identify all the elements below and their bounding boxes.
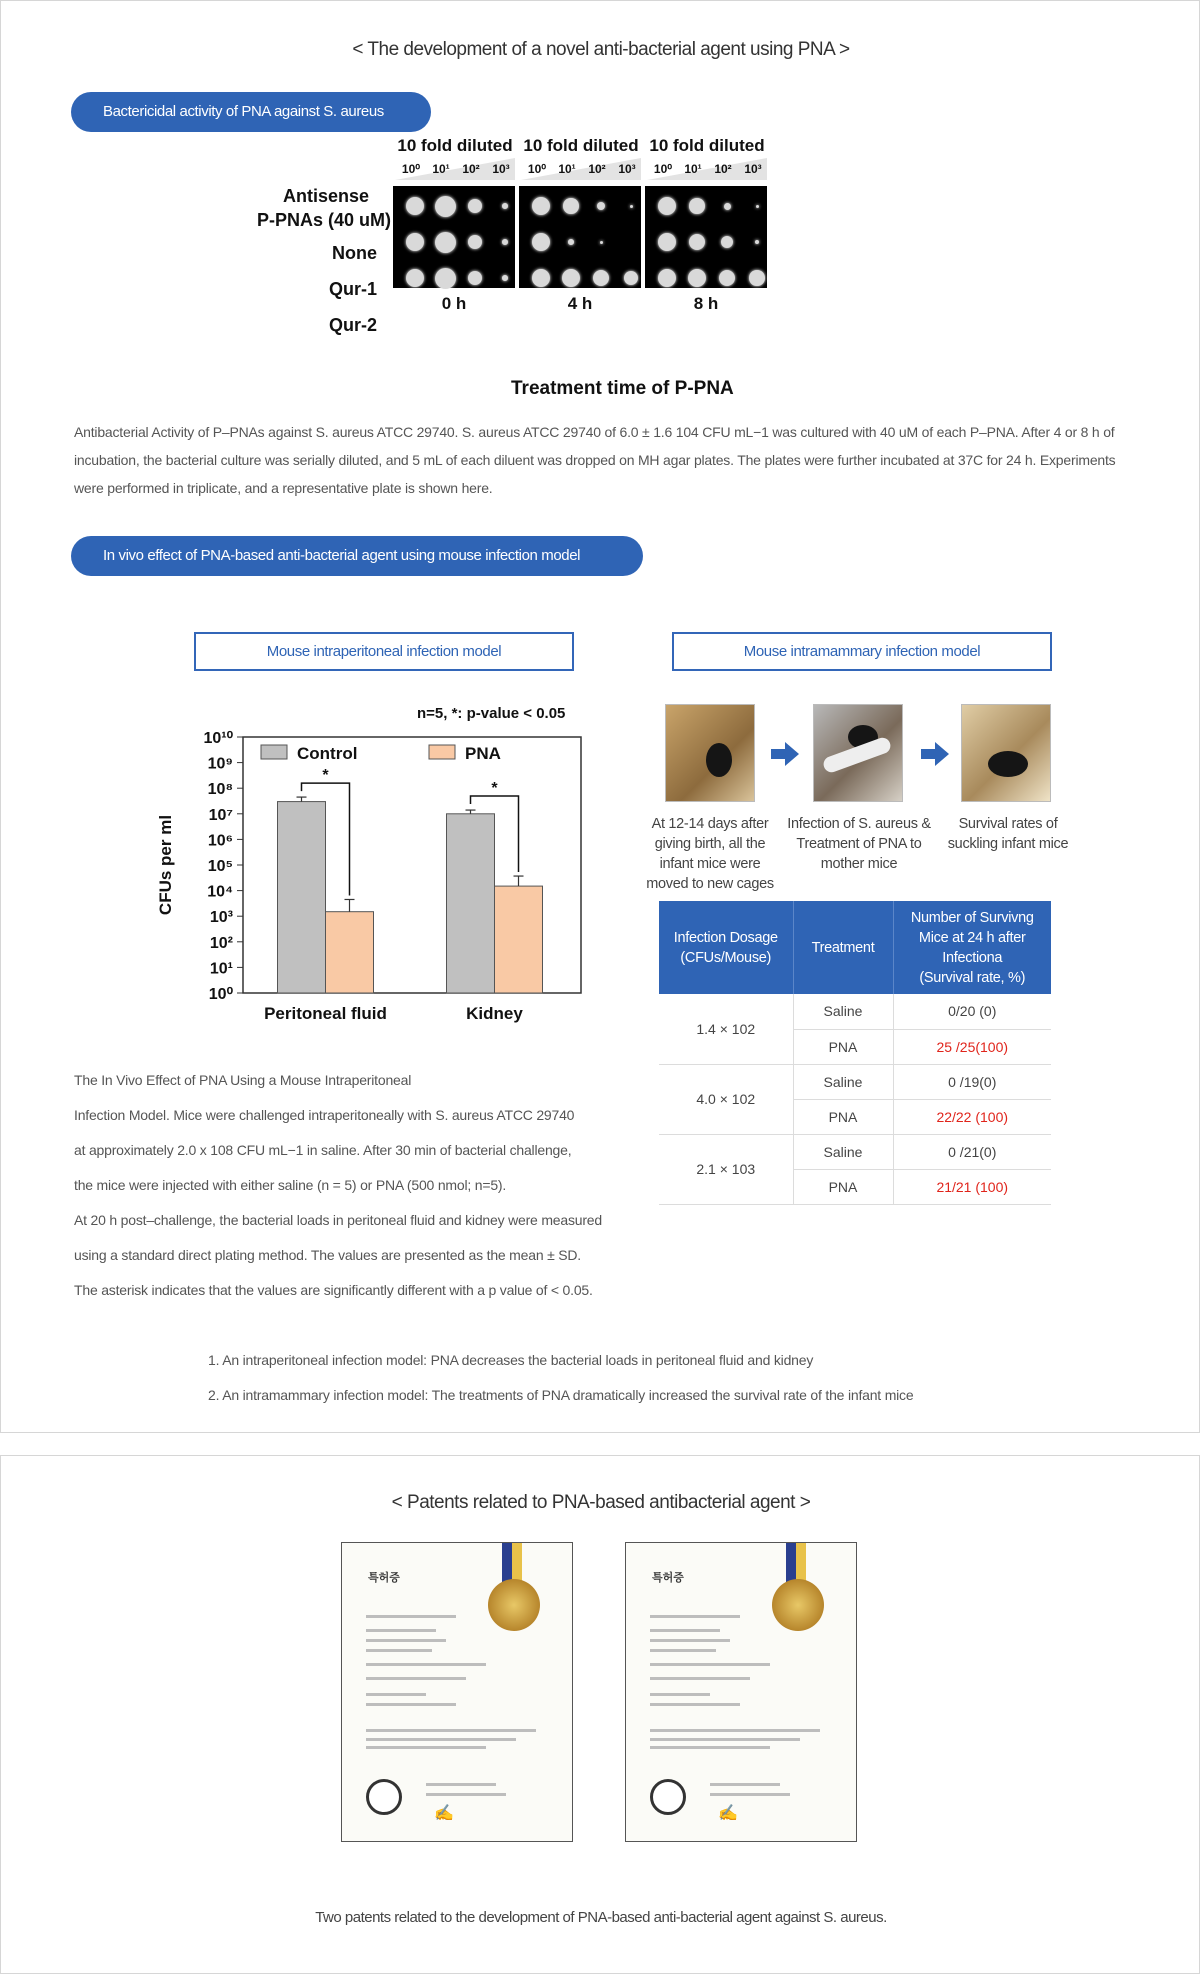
colony-spot xyxy=(593,270,610,287)
patent-certificate-1 xyxy=(341,1542,573,1842)
vivo-line-6: using a standard direct plating method. The values are presented as the mean ± SD. xyxy=(74,1247,582,1263)
dilution-label: 10⁰ xyxy=(401,162,421,176)
group-header-1: 10 fold diluted xyxy=(523,136,639,155)
survival-cell: 22/22 (100) xyxy=(893,1099,1051,1134)
plate-description: Antibacterial Activity of P–PNAs against S. aureus ATCC 29740. S. aureus ATCC 29740 of 6.0 ± 1.6 104 CFU mL−1 was cultured with 40 uM of each P–PNA. After 4 or 8 h of incubation, the bacterial culture was serially diluted, and 5 mL of each diluent was dropped on MH agar plates. The plates were further incubated at 37C for 24 h. Experiments were performed in triplicate, and a representative plate is shown here. xyxy=(74,424,1116,496)
colony-spot xyxy=(502,203,508,209)
table-row xyxy=(659,1064,1051,1099)
colony-spot xyxy=(502,275,508,281)
survival-cell: 21/21 (100) xyxy=(893,1169,1051,1204)
signature-icon: ✍ xyxy=(434,1803,454,1822)
vivo-line-1: The In Vivo Effect of PNA Using a Mouse Intraperitoneal xyxy=(74,1072,412,1088)
colony-spot xyxy=(721,236,734,249)
dilution-label: 10⁰ xyxy=(527,162,547,176)
row-label-qur1: Qur-1 xyxy=(328,279,377,299)
legend-swatch xyxy=(261,745,287,759)
dilution-label: 10² xyxy=(588,162,606,176)
group-header-2: 10 fold diluted xyxy=(649,136,765,155)
dilution-label: 10² xyxy=(714,162,732,176)
vivo-line-3: at approximately 2.0 x 108 CFU mL−1 in saline. After 30 min of bacterial challenge, xyxy=(74,1142,572,1158)
step-caption-2: Infection of S. aureus & Treatment of PNA to mother mice xyxy=(787,816,931,872)
row-header-2: P-PNAs (40 uM) xyxy=(256,210,391,230)
colony-spot xyxy=(532,269,550,287)
dilution-label: 10¹ xyxy=(432,162,450,176)
colony-spot xyxy=(756,205,759,208)
dilution-label: 10³ xyxy=(492,162,510,176)
colony-spot xyxy=(689,198,704,213)
intraperitoneal-model-box: Mouse intraperitoneal infection model xyxy=(194,632,574,671)
conclusion-1: 1. An intraperitoneal infection model: PNA decreases the bacterial loads in peritoneal fluid and kidney xyxy=(208,1352,814,1368)
arrow-right-icon xyxy=(921,742,949,766)
y-tick-label: 10¹ xyxy=(209,960,233,978)
dilution-label: 10² xyxy=(462,162,480,176)
row-header-1: Antisense xyxy=(282,186,370,206)
th-survival: Number of Survivng Mice at 24 h after Infectiona (Survival rate, %) xyxy=(893,901,1051,994)
patent-office-emblem-icon xyxy=(650,1779,686,1815)
patent-office-emblem-icon xyxy=(366,1779,402,1815)
y-tick-label: 10⁸ xyxy=(207,781,233,799)
y-tick-label: 10⁵ xyxy=(207,858,233,875)
colony-spot xyxy=(630,205,633,208)
bar-pna xyxy=(495,886,543,993)
colony-spot xyxy=(689,234,706,251)
treatment-cell: PNA xyxy=(793,1099,893,1134)
group-header-0: 10 fold diluted xyxy=(397,136,513,155)
dilution-label: 10⁰ xyxy=(653,162,673,176)
treatment-cell: Saline xyxy=(793,994,893,1029)
treatment-cell: Saline xyxy=(793,1134,893,1169)
agar-plate xyxy=(519,186,641,288)
mouse-injection-photo xyxy=(813,704,903,802)
th-dosage: Infection Dosage (CFUs/Mouse) xyxy=(659,901,793,994)
colony-spot xyxy=(719,270,736,287)
step-caption-1: At 12-14 days after giving birth, all the infant mice were moved to new cages xyxy=(646,816,774,892)
colony-spot xyxy=(749,270,764,285)
colony-spot xyxy=(435,232,456,253)
gold-seal-icon xyxy=(772,1579,824,1631)
colony-spot xyxy=(468,271,482,285)
conclusion-2: 2. An intramammary infection model: The treatments of PNA dramatically increased the survival rate of the infant mice xyxy=(208,1387,914,1403)
table-row xyxy=(659,994,1051,1029)
bar-control xyxy=(447,814,495,993)
time-label: 8 h xyxy=(693,294,719,313)
dilution-label: 10¹ xyxy=(558,162,576,176)
patent-heading: 특허증 xyxy=(652,1572,684,1584)
plate-x-title: Treatment time of P-PNA xyxy=(511,378,734,399)
legend-label: Control xyxy=(297,744,358,763)
treatment-cell: Saline xyxy=(793,1064,893,1099)
survival-cell: 25 /25(100) xyxy=(893,1029,1051,1064)
th-treatment: Treatment xyxy=(793,901,893,994)
agar-plate xyxy=(393,186,515,288)
section-title: < The development of a novel anti-bacterial agent using PNA > xyxy=(352,39,850,60)
legend-swatch xyxy=(429,745,455,759)
colony-spot xyxy=(435,268,456,289)
y-tick-label: 10¹⁰ xyxy=(203,730,233,747)
colony-spot xyxy=(658,233,676,251)
intramammary-model-box: Mouse intramammary infection model xyxy=(672,632,1052,671)
vivo-line-4: the mice were injected with either saline (n = 5) or PNA (500 nmol; n=5). xyxy=(74,1177,507,1193)
cfu-chart xyxy=(151,701,591,1041)
bar-pna xyxy=(326,912,374,993)
dilution-label: 10¹ xyxy=(684,162,702,176)
chart-svg xyxy=(151,701,591,1041)
bar-control xyxy=(278,802,326,993)
y-tick-label: 10⁴ xyxy=(207,883,233,901)
in-vivo-pill: In vivo effect of PNA-based anti-bacterial agent using mouse infection model xyxy=(71,536,643,576)
patent-certificate-2 xyxy=(625,1542,857,1842)
dose-cell: 1.4 × 102 xyxy=(659,994,793,1064)
significance-star: * xyxy=(491,780,498,798)
treatment-cell: PNA xyxy=(793,1169,893,1204)
treatment-cell: PNA xyxy=(793,1029,893,1064)
vivo-line-5: At 20 h post–challenge, the bacterial loads in peritoneal fluid and kidney were measured xyxy=(74,1212,602,1228)
arrow-right-icon xyxy=(771,742,799,766)
y-tick-label: 10⁶ xyxy=(207,832,233,850)
vivo-description xyxy=(74,1063,674,1308)
y-tick-label: 10⁷ xyxy=(208,806,233,824)
significance-star: * xyxy=(322,767,329,785)
colony-spot xyxy=(502,239,508,245)
vivo-line-2: Infection Model. Mice were challenged intraperitoneally with S. aureus ATCC 29740 xyxy=(74,1107,575,1123)
plate-figure xyxy=(221,136,881,406)
colony-spot xyxy=(435,196,456,217)
colony-spot xyxy=(562,269,580,287)
colony-spot xyxy=(532,197,550,215)
chart-note: n=5, *: p-value < 0.05 xyxy=(417,705,566,722)
signature-icon: ✍ xyxy=(718,1803,738,1822)
row-label-none: None xyxy=(332,243,377,263)
row-label-qur2: Qur-2 xyxy=(328,315,377,335)
colony-spot xyxy=(755,240,759,244)
patent-caption: Two patents related to the development of PNA-based anti-bacterial agent against S. aureus. xyxy=(315,1909,887,1926)
colony-spot xyxy=(406,197,424,215)
colony-spot xyxy=(724,203,731,210)
survival-cell: 0 /19(0) xyxy=(893,1064,1051,1099)
agar-plate xyxy=(645,186,767,288)
y-tick-label: 10³ xyxy=(209,909,233,927)
y-tick-label: 10⁰ xyxy=(208,986,233,1003)
table-row xyxy=(659,1134,1051,1169)
colony-spot xyxy=(688,269,706,287)
vivo-line-7: The asterisk indicates that the values are significantly different with a p value of < 0.05. xyxy=(74,1282,593,1298)
category-label: Kidney xyxy=(466,1004,523,1023)
mouse-cage-photo xyxy=(665,704,755,802)
y-tick-label: 10⁹ xyxy=(207,755,233,773)
category-label: Peritoneal fluid xyxy=(264,1004,387,1023)
colony-spot xyxy=(658,269,676,287)
dilution-label: 10³ xyxy=(744,162,762,176)
colony-spot xyxy=(563,198,578,213)
colony-spot xyxy=(624,271,638,285)
time-label: 4 h xyxy=(567,294,593,313)
survival-cell: 0 /21(0) xyxy=(893,1134,1051,1169)
survival-table xyxy=(659,901,1051,1205)
dilution-label: 10³ xyxy=(618,162,636,176)
y-tick-label: 10² xyxy=(209,934,233,952)
colony-spot xyxy=(532,233,550,251)
colony-spot xyxy=(406,233,424,251)
patent-panel xyxy=(0,1455,1200,1974)
colony-spot xyxy=(468,199,482,213)
legend-label: PNA xyxy=(465,744,501,763)
colony-spot xyxy=(597,202,605,210)
gold-seal-icon xyxy=(488,1579,540,1631)
survival-cell: 0/20 (0) xyxy=(893,994,1051,1029)
time-label: 0 h xyxy=(441,294,467,313)
patent-heading: 특허증 xyxy=(368,1572,400,1584)
y-axis-label: CFUs per ml xyxy=(156,814,175,916)
colony-spot xyxy=(468,235,482,249)
colony-spot xyxy=(568,239,574,245)
step-caption-3: Survival rates of suckling infant mice xyxy=(947,816,1069,852)
dose-cell: 4.0 × 102 xyxy=(659,1064,793,1134)
colony-spot xyxy=(600,241,603,244)
colony-spot xyxy=(658,197,676,215)
colony-spot xyxy=(406,269,424,287)
bactericidal-pill: Bactericidal activity of PNA against S. aureus xyxy=(71,92,431,132)
dose-cell: 2.1 × 103 xyxy=(659,1134,793,1204)
patent-section-title: < Patents related to PNA-based antibacterial agent > xyxy=(391,1492,811,1513)
mouse-survival-photo xyxy=(961,704,1051,802)
